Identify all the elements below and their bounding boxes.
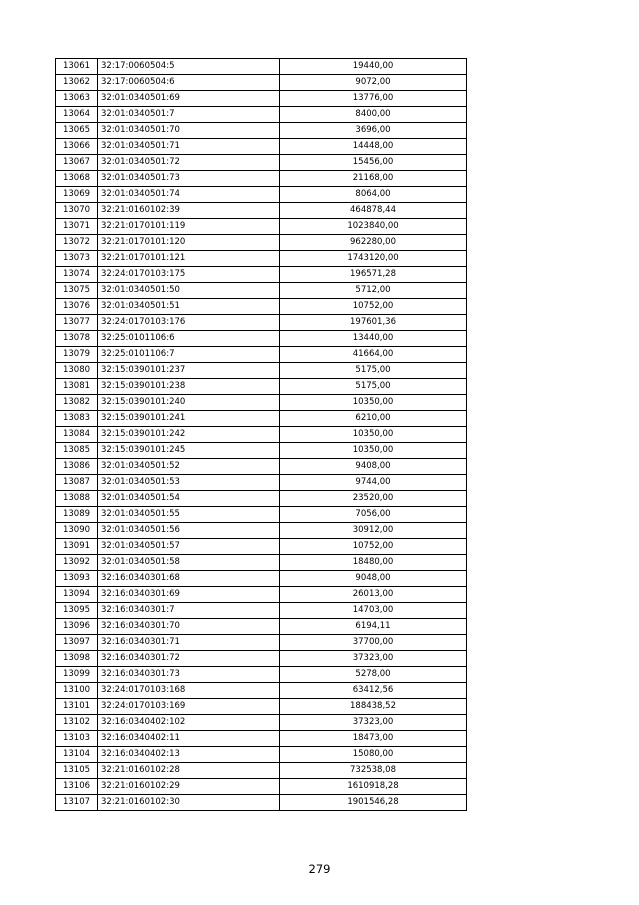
row-number-cell: 13063 — [56, 91, 98, 107]
value-cell: 37323,00 — [280, 715, 467, 731]
row-number-cell: 13097 — [56, 635, 98, 651]
data-table — [55, 58, 467, 811]
value-cell: 15080,00 — [280, 747, 467, 763]
value-cell: 9744,00 — [280, 475, 467, 491]
row-number-cell: 13071 — [56, 219, 98, 235]
row-number-cell: 13066 — [56, 139, 98, 155]
row-number-cell: 13069 — [56, 187, 98, 203]
value-cell: 41664,00 — [280, 347, 467, 363]
value-cell: 9048,00 — [280, 571, 467, 587]
table-row — [56, 139, 467, 155]
cadastral-number-cell: 32:16:0340301:71 — [98, 635, 280, 651]
value-cell: 13440,00 — [280, 331, 467, 347]
row-number-cell: 13079 — [56, 347, 98, 363]
table-row — [56, 603, 467, 619]
cadastral-number-cell: 32:21:0160102:39 — [98, 203, 280, 219]
cadastral-number-cell: 32:01:0340501:69 — [98, 91, 280, 107]
value-cell: 8400,00 — [280, 107, 467, 123]
value-cell: 14703,00 — [280, 603, 467, 619]
table-row — [56, 651, 467, 667]
cadastral-number-cell: 32:21:0170101:121 — [98, 251, 280, 267]
table-row — [56, 171, 467, 187]
row-number-cell: 13080 — [56, 363, 98, 379]
table-row — [56, 539, 467, 555]
value-cell: 26013,00 — [280, 587, 467, 603]
cadastral-number-cell: 32:16:0340402:11 — [98, 731, 280, 747]
value-cell: 9072,00 — [280, 75, 467, 91]
value-cell: 37323,00 — [280, 651, 467, 667]
table-row — [56, 347, 467, 363]
cadastral-number-cell: 32:16:0340301:73 — [98, 667, 280, 683]
table-row — [56, 283, 467, 299]
value-cell: 10752,00 — [280, 299, 467, 315]
table-row — [56, 571, 467, 587]
table-row — [56, 379, 467, 395]
value-cell: 14448,00 — [280, 139, 467, 155]
value-cell: 1023840,00 — [280, 219, 467, 235]
row-number-cell: 13065 — [56, 123, 98, 139]
cadastral-number-cell: 32:21:0160102:28 — [98, 763, 280, 779]
value-cell: 10350,00 — [280, 395, 467, 411]
table-row — [56, 475, 467, 491]
value-cell: 196571,28 — [280, 267, 467, 283]
row-number-cell: 13104 — [56, 747, 98, 763]
row-number-cell: 13083 — [56, 411, 98, 427]
table-row — [56, 715, 467, 731]
cadastral-number-cell: 32:15:0390101:238 — [98, 379, 280, 395]
value-cell: 21168,00 — [280, 171, 467, 187]
table-row — [56, 619, 467, 635]
table-row — [56, 75, 467, 91]
row-number-cell: 13085 — [56, 443, 98, 459]
cadastral-number-cell: 32:21:0160102:29 — [98, 779, 280, 795]
row-number-cell: 13076 — [56, 299, 98, 315]
cadastral-number-cell: 32:01:0340501:71 — [98, 139, 280, 155]
value-cell: 464878,44 — [280, 203, 467, 219]
cadastral-number-cell: 32:01:0340501:73 — [98, 171, 280, 187]
table-row — [56, 395, 467, 411]
row-number-cell: 13091 — [56, 539, 98, 555]
row-number-cell: 13106 — [56, 779, 98, 795]
table-row — [56, 331, 467, 347]
cadastral-number-cell: 32:24:0170103:169 — [98, 699, 280, 715]
table-row — [56, 91, 467, 107]
cadastral-number-cell: 32:01:0340501:72 — [98, 155, 280, 171]
cadastral-number-cell: 32:01:0340501:51 — [98, 299, 280, 315]
value-cell: 5278,00 — [280, 667, 467, 683]
row-number-cell: 13081 — [56, 379, 98, 395]
cadastral-number-cell: 32:01:0340501:57 — [98, 539, 280, 555]
cadastral-number-cell: 32:01:0340501:55 — [98, 507, 280, 523]
table-row — [56, 107, 467, 123]
value-cell: 15456,00 — [280, 155, 467, 171]
table-row — [56, 363, 467, 379]
table-row — [56, 763, 467, 779]
cadastral-number-cell: 32:15:0390101:242 — [98, 427, 280, 443]
value-cell: 5175,00 — [280, 379, 467, 395]
row-number-cell: 13086 — [56, 459, 98, 475]
row-number-cell: 13101 — [56, 699, 98, 715]
value-cell: 732538,08 — [280, 763, 467, 779]
table-row — [56, 203, 467, 219]
table-row — [56, 587, 467, 603]
value-cell: 8064,00 — [280, 187, 467, 203]
table-row — [56, 219, 467, 235]
cadastral-number-cell: 32:15:0390101:241 — [98, 411, 280, 427]
row-number-cell: 13099 — [56, 667, 98, 683]
table-row — [56, 507, 467, 523]
value-cell: 19440,00 — [280, 59, 467, 75]
cadastral-number-cell: 32:21:0170101:120 — [98, 235, 280, 251]
row-number-cell: 13087 — [56, 475, 98, 491]
table-row — [56, 299, 467, 315]
table-row — [56, 155, 467, 171]
cadastral-number-cell: 32:25:0101106:7 — [98, 347, 280, 363]
cadastral-number-cell: 32:01:0340501:50 — [98, 283, 280, 299]
value-cell: 3696,00 — [280, 123, 467, 139]
cadastral-number-cell: 32:21:0170101:119 — [98, 219, 280, 235]
row-number-cell: 13098 — [56, 651, 98, 667]
cadastral-number-cell: 32:16:0340402:13 — [98, 747, 280, 763]
cadastral-number-cell: 32:01:0340501:52 — [98, 459, 280, 475]
table-row — [56, 731, 467, 747]
page-number: 279 — [308, 862, 331, 876]
cadastral-number-cell: 32:24:0170103:168 — [98, 683, 280, 699]
row-number-cell: 13072 — [56, 235, 98, 251]
row-number-cell: 13068 — [56, 171, 98, 187]
table-row — [56, 779, 467, 795]
value-cell: 23520,00 — [280, 491, 467, 507]
table-row — [56, 459, 467, 475]
cadastral-number-cell: 32:16:0340301:68 — [98, 571, 280, 587]
value-cell: 30912,00 — [280, 523, 467, 539]
value-cell: 9408,00 — [280, 459, 467, 475]
cadastral-number-cell: 32:16:0340301:72 — [98, 651, 280, 667]
table-row — [56, 59, 467, 75]
row-number-cell: 13064 — [56, 107, 98, 123]
row-number-cell: 13102 — [56, 715, 98, 731]
value-cell: 18480,00 — [280, 555, 467, 571]
table-row — [56, 699, 467, 715]
cadastral-number-cell: 32:17:0060504:5 — [98, 59, 280, 75]
cadastral-number-cell: 32:16:0340402:102 — [98, 715, 280, 731]
value-cell: 962280,00 — [280, 235, 467, 251]
row-number-cell: 13078 — [56, 331, 98, 347]
table-row — [56, 555, 467, 571]
value-cell: 197601,36 — [280, 315, 467, 331]
row-number-cell: 13100 — [56, 683, 98, 699]
row-number-cell: 13092 — [56, 555, 98, 571]
cadastral-number-cell: 32:01:0340501:58 — [98, 555, 280, 571]
row-number-cell: 13095 — [56, 603, 98, 619]
value-cell: 18473,00 — [280, 731, 467, 747]
row-number-cell: 13070 — [56, 203, 98, 219]
value-cell: 10752,00 — [280, 539, 467, 555]
cadastral-number-cell: 32:24:0170103:176 — [98, 315, 280, 331]
table-row — [56, 443, 467, 459]
table-row — [56, 427, 467, 443]
row-number-cell: 13061 — [56, 59, 98, 75]
value-cell: 6194,11 — [280, 619, 467, 635]
cadastral-number-cell: 32:01:0340501:53 — [98, 475, 280, 491]
cadastral-number-cell: 32:25:0101106:6 — [98, 331, 280, 347]
table-row — [56, 683, 467, 699]
table-body — [56, 59, 467, 811]
row-number-cell: 13090 — [56, 523, 98, 539]
table-row — [56, 411, 467, 427]
value-cell: 63412,56 — [280, 683, 467, 699]
row-number-cell: 13067 — [56, 155, 98, 171]
row-number-cell: 13088 — [56, 491, 98, 507]
value-cell: 1901546,28 — [280, 795, 467, 811]
table-row — [56, 235, 467, 251]
cadastral-number-cell: 32:15:0390101:240 — [98, 395, 280, 411]
value-cell: 6210,00 — [280, 411, 467, 427]
cadastral-number-cell: 32:16:0340301:69 — [98, 587, 280, 603]
row-number-cell: 13074 — [56, 267, 98, 283]
table-row — [56, 491, 467, 507]
cadastral-number-cell: 32:15:0390101:245 — [98, 443, 280, 459]
cadastral-number-cell: 32:17:0060504:6 — [98, 75, 280, 91]
row-number-cell: 13075 — [56, 283, 98, 299]
table-row — [56, 315, 467, 331]
value-cell: 37700,00 — [280, 635, 467, 651]
value-cell: 10350,00 — [280, 443, 467, 459]
cadastral-number-cell: 32:15:0390101:237 — [98, 363, 280, 379]
value-cell: 13776,00 — [280, 91, 467, 107]
table-row — [56, 523, 467, 539]
cadastral-number-cell: 32:01:0340501:56 — [98, 523, 280, 539]
cadastral-number-cell: 32:24:0170103:175 — [98, 267, 280, 283]
table-row — [56, 635, 467, 651]
row-number-cell: 13089 — [56, 507, 98, 523]
cadastral-number-cell: 32:01:0340501:7 — [98, 107, 280, 123]
value-cell: 188438,52 — [280, 699, 467, 715]
row-number-cell: 13084 — [56, 427, 98, 443]
row-number-cell: 13082 — [56, 395, 98, 411]
cadastral-number-cell: 32:01:0340501:74 — [98, 187, 280, 203]
row-number-cell: 13093 — [56, 571, 98, 587]
value-cell: 10350,00 — [280, 427, 467, 443]
row-number-cell: 13103 — [56, 731, 98, 747]
cadastral-number-cell: 32:01:0340501:54 — [98, 491, 280, 507]
row-number-cell: 13105 — [56, 763, 98, 779]
table-row — [56, 747, 467, 763]
table-row — [56, 123, 467, 139]
cadastral-number-cell: 32:01:0340501:70 — [98, 123, 280, 139]
row-number-cell: 13094 — [56, 587, 98, 603]
cadastral-number-cell: 32:16:0340301:7 — [98, 603, 280, 619]
table-row — [56, 267, 467, 283]
value-cell: 1743120,00 — [280, 251, 467, 267]
value-cell: 1610918,28 — [280, 779, 467, 795]
row-number-cell: 13096 — [56, 619, 98, 635]
row-number-cell: 13107 — [56, 795, 98, 811]
cadastral-number-cell: 32:16:0340301:70 — [98, 619, 280, 635]
table-row — [56, 667, 467, 683]
value-cell: 5175,00 — [280, 363, 467, 379]
table-row — [56, 251, 467, 267]
table-row — [56, 795, 467, 811]
cadastral-number-cell: 32:21:0160102:30 — [98, 795, 280, 811]
table-row — [56, 187, 467, 203]
value-cell: 5712,00 — [280, 283, 467, 299]
row-number-cell: 13077 — [56, 315, 98, 331]
row-number-cell: 13073 — [56, 251, 98, 267]
row-number-cell: 13062 — [56, 75, 98, 91]
value-cell: 7056,00 — [280, 507, 467, 523]
